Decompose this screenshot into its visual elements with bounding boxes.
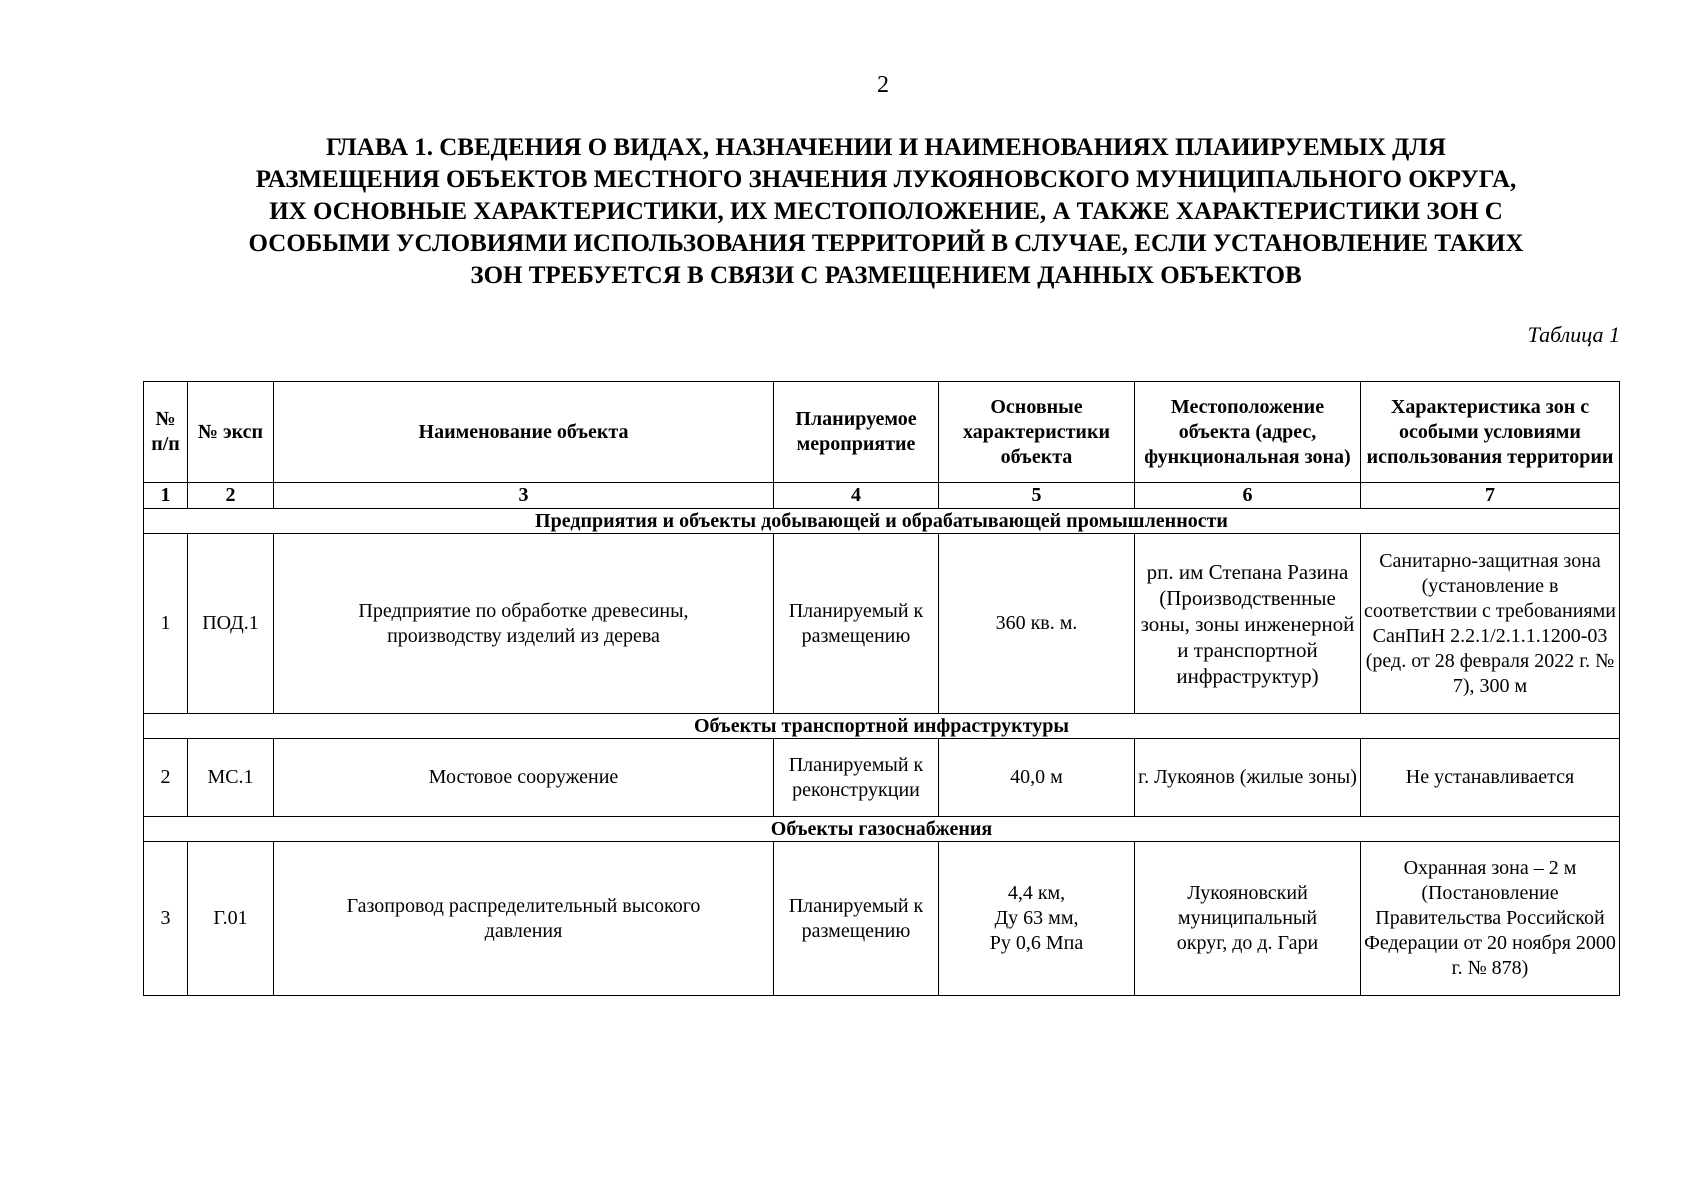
cell-zone: Санитарно-защитная зона (установление в соответствии с требованиями СанПиН 2.2.1/2.1.1.1200-03 (ред. от 28 февраля 2022 г. № 7), 300 м <box>1361 534 1620 714</box>
page-number: 2 <box>877 72 889 98</box>
cell-exp: Г.01 <box>188 842 274 996</box>
cell-number: 3 <box>144 842 188 996</box>
header-cell-name: Наименование объекта <box>274 382 774 483</box>
cell-number: 1 <box>144 534 188 714</box>
cell-name: Мостовое сооружение <box>274 739 774 817</box>
column-number: 7 <box>1361 483 1620 509</box>
cell-zone: Не устанавливается <box>1361 739 1620 817</box>
header-cell-number: № п/п <box>144 382 188 483</box>
title-line: ОСОБЫМИ УСЛОВИЯМИ ИСПОЛЬЗОВАНИЯ ТЕРРИТОРИЙ В СЛУЧАЕ, ЕСЛИ УСТАНОВЛЕНИЕ ТАКИХ <box>248 230 1524 257</box>
section-title: Предприятия и объекты добывающей и обрабатывающей промышленности <box>144 509 1620 534</box>
title-line: ГЛАВА 1. СВЕДЕНИЯ О ВИДАХ, НАЗНАЧЕНИИ И НАИМЕНОВАНИЯХ ПЛАИИРУЕМЫХ ДЛЯ <box>326 134 1446 161</box>
cell-location: г. Лукоянов (жилые зоны) <box>1135 739 1361 817</box>
cell-exp: ПОД.1 <box>188 534 274 714</box>
column-number: 4 <box>774 483 939 509</box>
cell-number: 2 <box>144 739 188 817</box>
header-cell-characteristics: Основные характеристики объекта <box>939 382 1135 483</box>
header-cell-exp: № эксп <box>188 382 274 483</box>
cell-characteristics <box>939 842 1135 996</box>
chapter-title <box>140 132 1632 292</box>
column-number: 1 <box>144 483 188 509</box>
header-cell-location: Местоположение объекта (адрес, функциональная зона) <box>1135 382 1361 483</box>
cell-location: рп. им Степана Разина (Производственные зоны, зоны инженерной и транспортной инфраструктур) <box>1135 534 1361 714</box>
cell-name: Газопровод распределительный высокого давления <box>274 842 774 996</box>
characteristic-line: Ду 63 мм, <box>994 907 1079 929</box>
section-title: Объекты газоснабжения <box>144 817 1620 842</box>
objects-table <box>143 381 1620 996</box>
title-line: ИХ ОСНОВНЫЕ ХАРАКТЕРИСТИКИ, ИХ МЕСТОПОЛОЖЕНИЕ, А ТАКЖЕ ХАРАКТЕРИСТИКИ ЗОН С <box>269 198 1503 225</box>
table-caption: Таблица 1 <box>1527 322 1620 347</box>
column-number: 5 <box>939 483 1135 509</box>
characteristic-line: 4,4 км, <box>1007 882 1066 904</box>
column-number: 2 <box>188 483 274 509</box>
section-row <box>144 817 1620 842</box>
column-number: 6 <box>1135 483 1361 509</box>
header-cell-action: Планируемое мероприятие <box>774 382 939 483</box>
section-row <box>144 509 1620 534</box>
table-row <box>144 739 1620 817</box>
header-cell-zone: Характеристика зон с особыми условиями использования территории <box>1361 382 1620 483</box>
title-line: РАЗМЕЩЕНИЯ ОБЪЕКТОВ МЕСТНОГО ЗНАЧЕНИЯ ЛУКОЯНОВСКОГО МУНИЦИПАЛЬНОГО ОКРУГА, <box>255 166 1517 193</box>
cell-characteristics: 40,0 м <box>939 739 1135 817</box>
cell-characteristics: 360 кв. м. <box>939 534 1135 714</box>
cell-action: Планируемый к размещению <box>774 534 939 714</box>
table-row <box>144 534 1620 714</box>
table-row <box>144 842 1620 996</box>
section-title: Объекты транспортной инфраструктуры <box>144 714 1620 739</box>
cell-exp: МС.1 <box>188 739 274 817</box>
cell-name: Предприятие по обработке древесины, производству изделий из дерева <box>274 534 774 714</box>
column-numbers-row <box>144 483 1620 509</box>
column-number: 3 <box>274 483 774 509</box>
title-line: ЗОН ТРЕБУЕТСЯ В СВЯЗИ С РАЗМЕЩЕНИЕМ ДАННЫХ ОБЪЕКТОВ <box>470 262 1302 289</box>
cell-action: Планируемый к реконструкции <box>774 739 939 817</box>
cell-action: Планируемый к размещению <box>774 842 939 996</box>
section-row <box>144 714 1620 739</box>
table-header-row <box>144 382 1620 483</box>
characteristic-line: Ру 0,6 Мпа <box>989 932 1084 954</box>
cell-zone: Охранная зона – 2 м (Постановление Правительства Российской Федерации от 20 ноября 2000 г. № 878) <box>1361 842 1620 996</box>
cell-location: Лукояновский муниципальный округ, до д. Гари <box>1135 842 1361 996</box>
